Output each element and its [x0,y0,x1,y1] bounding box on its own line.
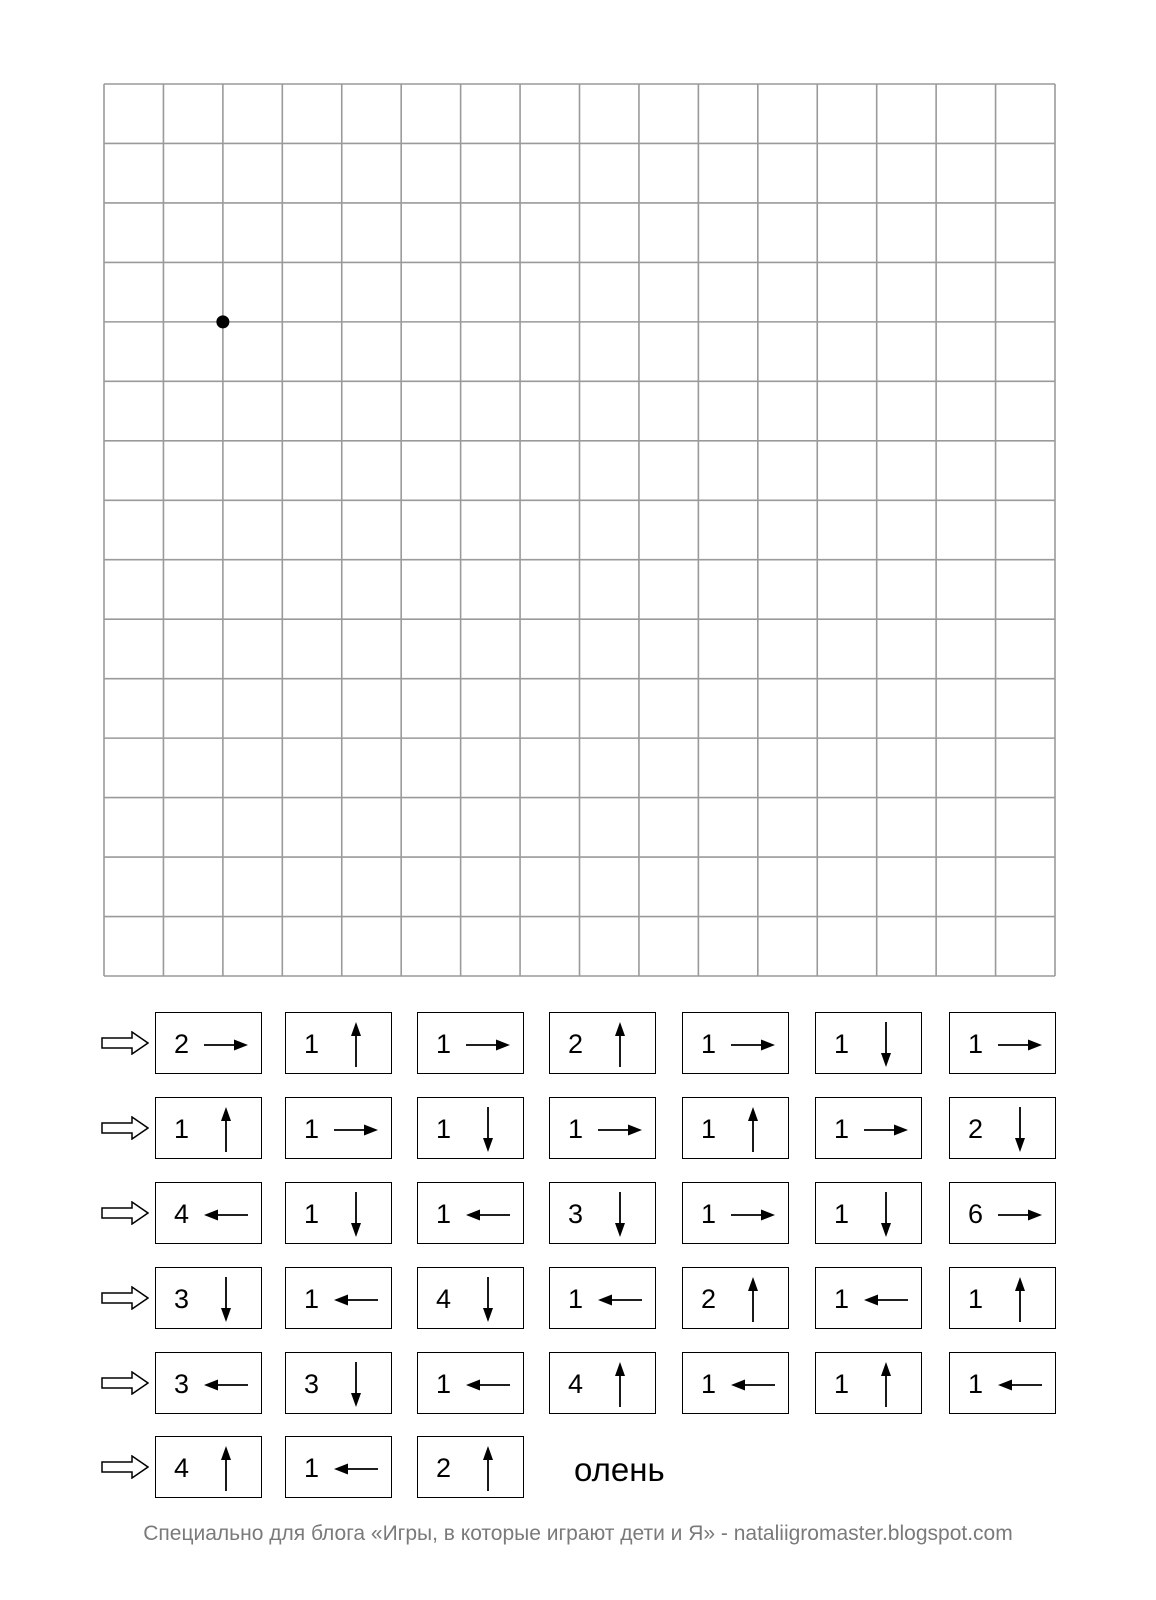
arrow-right-icon [156,1013,263,1075]
instruction-card [682,1097,789,1159]
instruction-card [682,1267,789,1329]
hollow-arrow-right-icon [101,1116,149,1140]
instruction-card [949,1352,1056,1414]
hollow-arrow-right-icon [101,1371,149,1395]
arrow-left-icon [156,1183,263,1245]
instruction-card [417,1012,524,1074]
step-count: 1 [968,1029,984,1059]
instruction-card [549,1012,656,1074]
step-count: 1 [834,1284,850,1314]
arrow-right-icon [550,1098,657,1160]
instruction-card [417,1267,524,1329]
arrow-up-icon [418,1437,525,1499]
arrow-down-icon [286,1183,393,1245]
instruction-card [285,1267,392,1329]
step-count: 3 [568,1199,584,1229]
instruction-card [155,1352,262,1414]
step-count: 4 [436,1284,452,1314]
instruction-card [417,1097,524,1159]
step-count: 1 [304,1114,320,1144]
arrow-down-icon [286,1353,393,1415]
arrow-up-icon [683,1268,790,1330]
instruction-card [949,1182,1056,1244]
instruction-card [815,1012,922,1074]
instruction-card [815,1352,922,1414]
arrow-right-icon [418,1013,525,1075]
step-count: 1 [174,1114,190,1144]
answer-word: олень [574,1451,665,1488]
arrow-right-icon [950,1183,1057,1245]
arrow-right-icon [816,1098,923,1160]
step-count: 1 [304,1029,320,1059]
instruction-card [682,1012,789,1074]
step-count: 1 [701,1369,717,1399]
step-count: 1 [568,1284,584,1314]
hollow-arrow-right-icon [101,1455,149,1479]
arrow-down-icon [950,1098,1057,1160]
instruction-card [285,1097,392,1159]
step-count: 1 [701,1029,717,1059]
arrow-down-icon [418,1268,525,1330]
instruction-card [155,1267,262,1329]
footer-credit: Специально для блога «Игры, в которые играют дети и Я» - nataliigromaster.blogspot.com [143,1522,1013,1545]
arrow-down-icon [156,1268,263,1330]
step-count: 1 [304,1453,320,1483]
arrow-up-icon [156,1098,263,1160]
step-count: 1 [436,1114,452,1144]
arrow-left-icon [286,1268,393,1330]
step-count: 4 [174,1199,190,1229]
instruction-card [417,1352,524,1414]
step-count: 1 [834,1114,850,1144]
instruction-card [815,1097,922,1159]
instruction-card [285,1012,392,1074]
instruction-card [815,1182,922,1244]
step-count: 2 [968,1114,984,1144]
step-count: 2 [174,1029,190,1059]
step-count: 1 [968,1284,984,1314]
arrow-left-icon [156,1353,263,1415]
arrow-up-icon [156,1437,263,1499]
hollow-arrow-right-icon [101,1031,149,1055]
arrow-left-icon [816,1268,923,1330]
step-count: 1 [436,1199,452,1229]
arrow-right-icon [286,1098,393,1160]
arrow-left-icon [286,1437,393,1499]
instruction-card [949,1097,1056,1159]
arrow-down-icon [550,1183,657,1245]
step-count: 1 [834,1029,850,1059]
instruction-card [682,1352,789,1414]
arrow-left-icon [950,1353,1057,1415]
arrow-left-icon [683,1353,790,1415]
arrow-up-icon [683,1098,790,1160]
instruction-card [155,1012,262,1074]
hollow-arrow-right-icon [101,1286,149,1310]
arrow-right-icon [683,1013,790,1075]
instruction-card [285,1182,392,1244]
instruction-card [549,1267,656,1329]
instruction-card [417,1436,524,1498]
instruction-card [285,1436,392,1498]
arrow-down-icon [816,1013,923,1075]
step-count: 1 [436,1029,452,1059]
instruction-card [417,1182,524,1244]
instruction-card [949,1267,1056,1329]
step-count: 1 [304,1199,320,1229]
arrow-up-icon [286,1013,393,1075]
instruction-card [155,1182,262,1244]
step-count: 4 [174,1453,190,1483]
instruction-card [285,1352,392,1414]
step-count: 4 [568,1369,584,1399]
instruction-card [155,1097,262,1159]
step-count: 1 [834,1369,850,1399]
step-count: 1 [701,1114,717,1144]
arrow-left-icon [550,1268,657,1330]
arrow-up-icon [550,1013,657,1075]
arrow-up-icon [950,1268,1057,1330]
arrow-left-icon [418,1353,525,1415]
step-count: 1 [968,1369,984,1399]
step-count: 1 [701,1199,717,1229]
step-count: 1 [304,1284,320,1314]
instruction-card [949,1012,1056,1074]
step-count: 6 [968,1199,984,1229]
instruction-card [549,1182,656,1244]
step-count: 3 [304,1369,320,1399]
arrow-down-icon [816,1183,923,1245]
arrow-up-icon [816,1353,923,1415]
hollow-arrow-right-icon [101,1201,149,1225]
step-count: 1 [436,1369,452,1399]
instruction-card [549,1097,656,1159]
step-count: 3 [174,1369,190,1399]
step-count: 2 [436,1453,452,1483]
arrow-left-icon [418,1183,525,1245]
step-count: 2 [568,1029,584,1059]
step-count: 1 [568,1114,584,1144]
instruction-card [682,1182,789,1244]
arrow-right-icon [683,1183,790,1245]
arrow-right-icon [950,1013,1057,1075]
step-count: 2 [701,1284,717,1314]
step-count: 3 [174,1284,190,1314]
arrow-down-icon [418,1098,525,1160]
instruction-card [155,1436,262,1498]
step-count: 1 [834,1199,850,1229]
instruction-card [549,1352,656,1414]
arrow-up-icon [550,1353,657,1415]
instruction-card [815,1267,922,1329]
